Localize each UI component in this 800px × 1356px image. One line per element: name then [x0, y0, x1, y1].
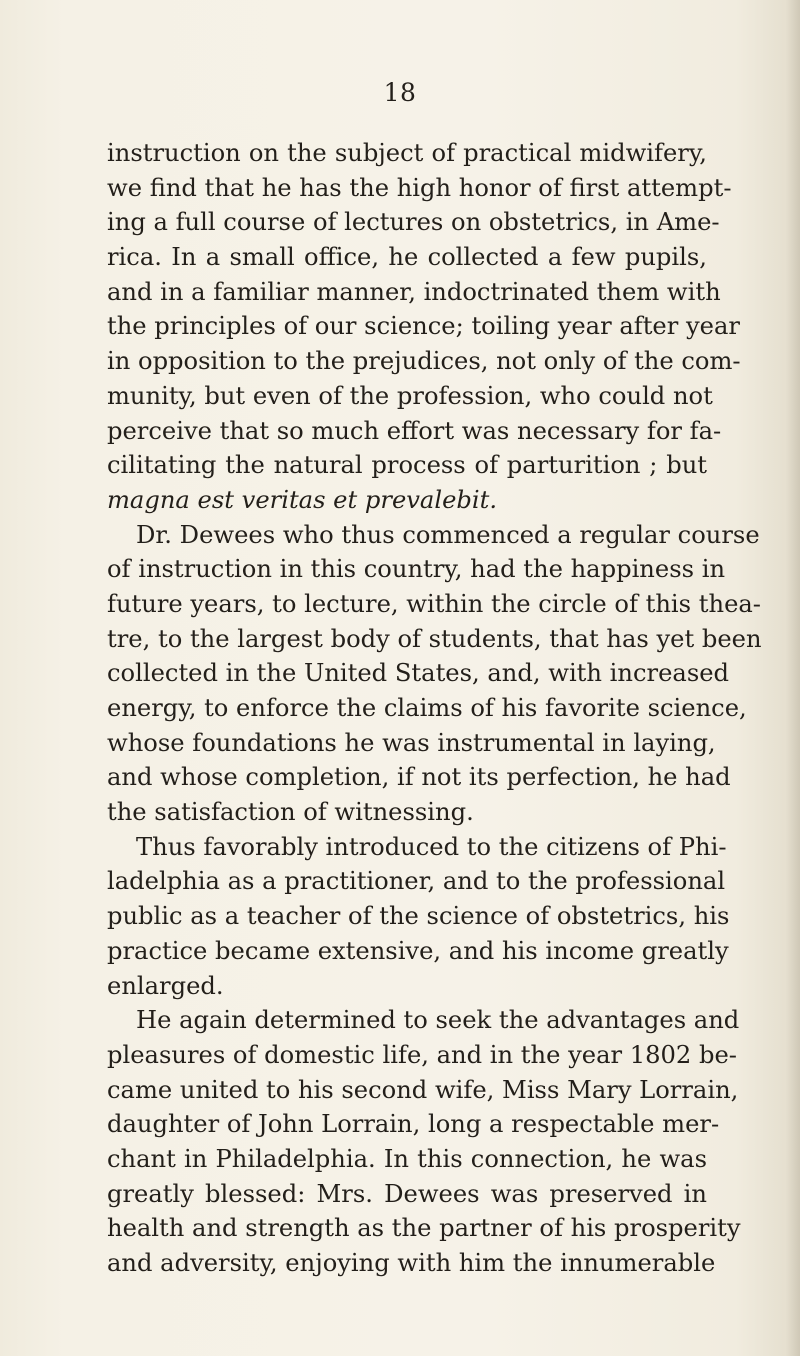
text-line: and in a familiar manner, indoctrinated them with [107, 277, 721, 306]
text-line: ing a full course of lectures on obstetrics, in Ame- [107, 208, 720, 237]
paragraph-start-line: Dr. Dewees who thus commenced a regular course [136, 520, 760, 549]
latin-motto-line: magna est veritas et prevalebit. [107, 485, 498, 514]
text-line: daughter of John Lorrain, long a respectable mer- [107, 1110, 720, 1139]
text-line: and adversity, enjoying with him the innumerable [107, 1249, 716, 1277]
paragraph-start-line: He again determined to seek the advantages and [136, 1006, 740, 1035]
text-line: health and strength as the partner of his prosperity [107, 1214, 741, 1243]
text-line: ladelphia as a practitioner, and to the professional [107, 867, 726, 896]
text-line: the principles of our science; toiling year after year [107, 312, 740, 341]
text-line: practice became extensive, and his income greatly [107, 936, 729, 965]
text-line: and whose completion, if not its perfection, he had [107, 763, 731, 792]
page-edge-shadow [786, 0, 800, 1356]
page-number: 18 [383, 78, 417, 107]
text-line: cilitating the natural process of parturition ; but [107, 451, 707, 480]
text-line: rica. In a small office, he collected a few pupils, [107, 243, 707, 272]
text-line: whose foundations he was instrumental in laying, [107, 728, 716, 757]
body-text [107, 136, 762, 1281]
text-line: collected in the United States, and, with increased [107, 659, 730, 688]
text-line: greatly blessed: Mrs. Dewees was preserved in [107, 1179, 707, 1208]
paragraph-start-line: Thus favorably introduced to the citizens of Phi- [136, 832, 727, 861]
text-line: public as a teacher of the science of obstetrics, his [107, 902, 730, 931]
text-line: future years, to lecture, within the circle of this thea- [107, 589, 761, 618]
text-line: tre, to the largest body of students, that has yet been [107, 624, 762, 653]
text-line: energy, to enforce the claims of his favorite science, [107, 694, 747, 722]
text-line: pleasures of domestic life, and in the year 1802 be- [107, 1040, 737, 1069]
text-line: of instruction in this country, had the happiness in [107, 555, 726, 584]
text-line: in opposition to the prejudices, not only of the com- [107, 347, 741, 376]
text-line: perceive that so much effort was necessary for fa- [107, 416, 722, 445]
text-line: we find that he has the high honor of first attempt- [107, 173, 732, 202]
text-line: munity, but even of the profession, who could not [107, 381, 713, 410]
text-line: came united to his second wife, Miss Mary Lorrain, [107, 1075, 739, 1104]
text-line: chant in Philadelphia. In this connection, he was [107, 1144, 707, 1173]
text-line: enlarged. [107, 971, 224, 1000]
text-line: the satisfaction of witnessing. [107, 798, 474, 827]
text-line: instruction on the subject of practical midwifery, [107, 139, 707, 167]
